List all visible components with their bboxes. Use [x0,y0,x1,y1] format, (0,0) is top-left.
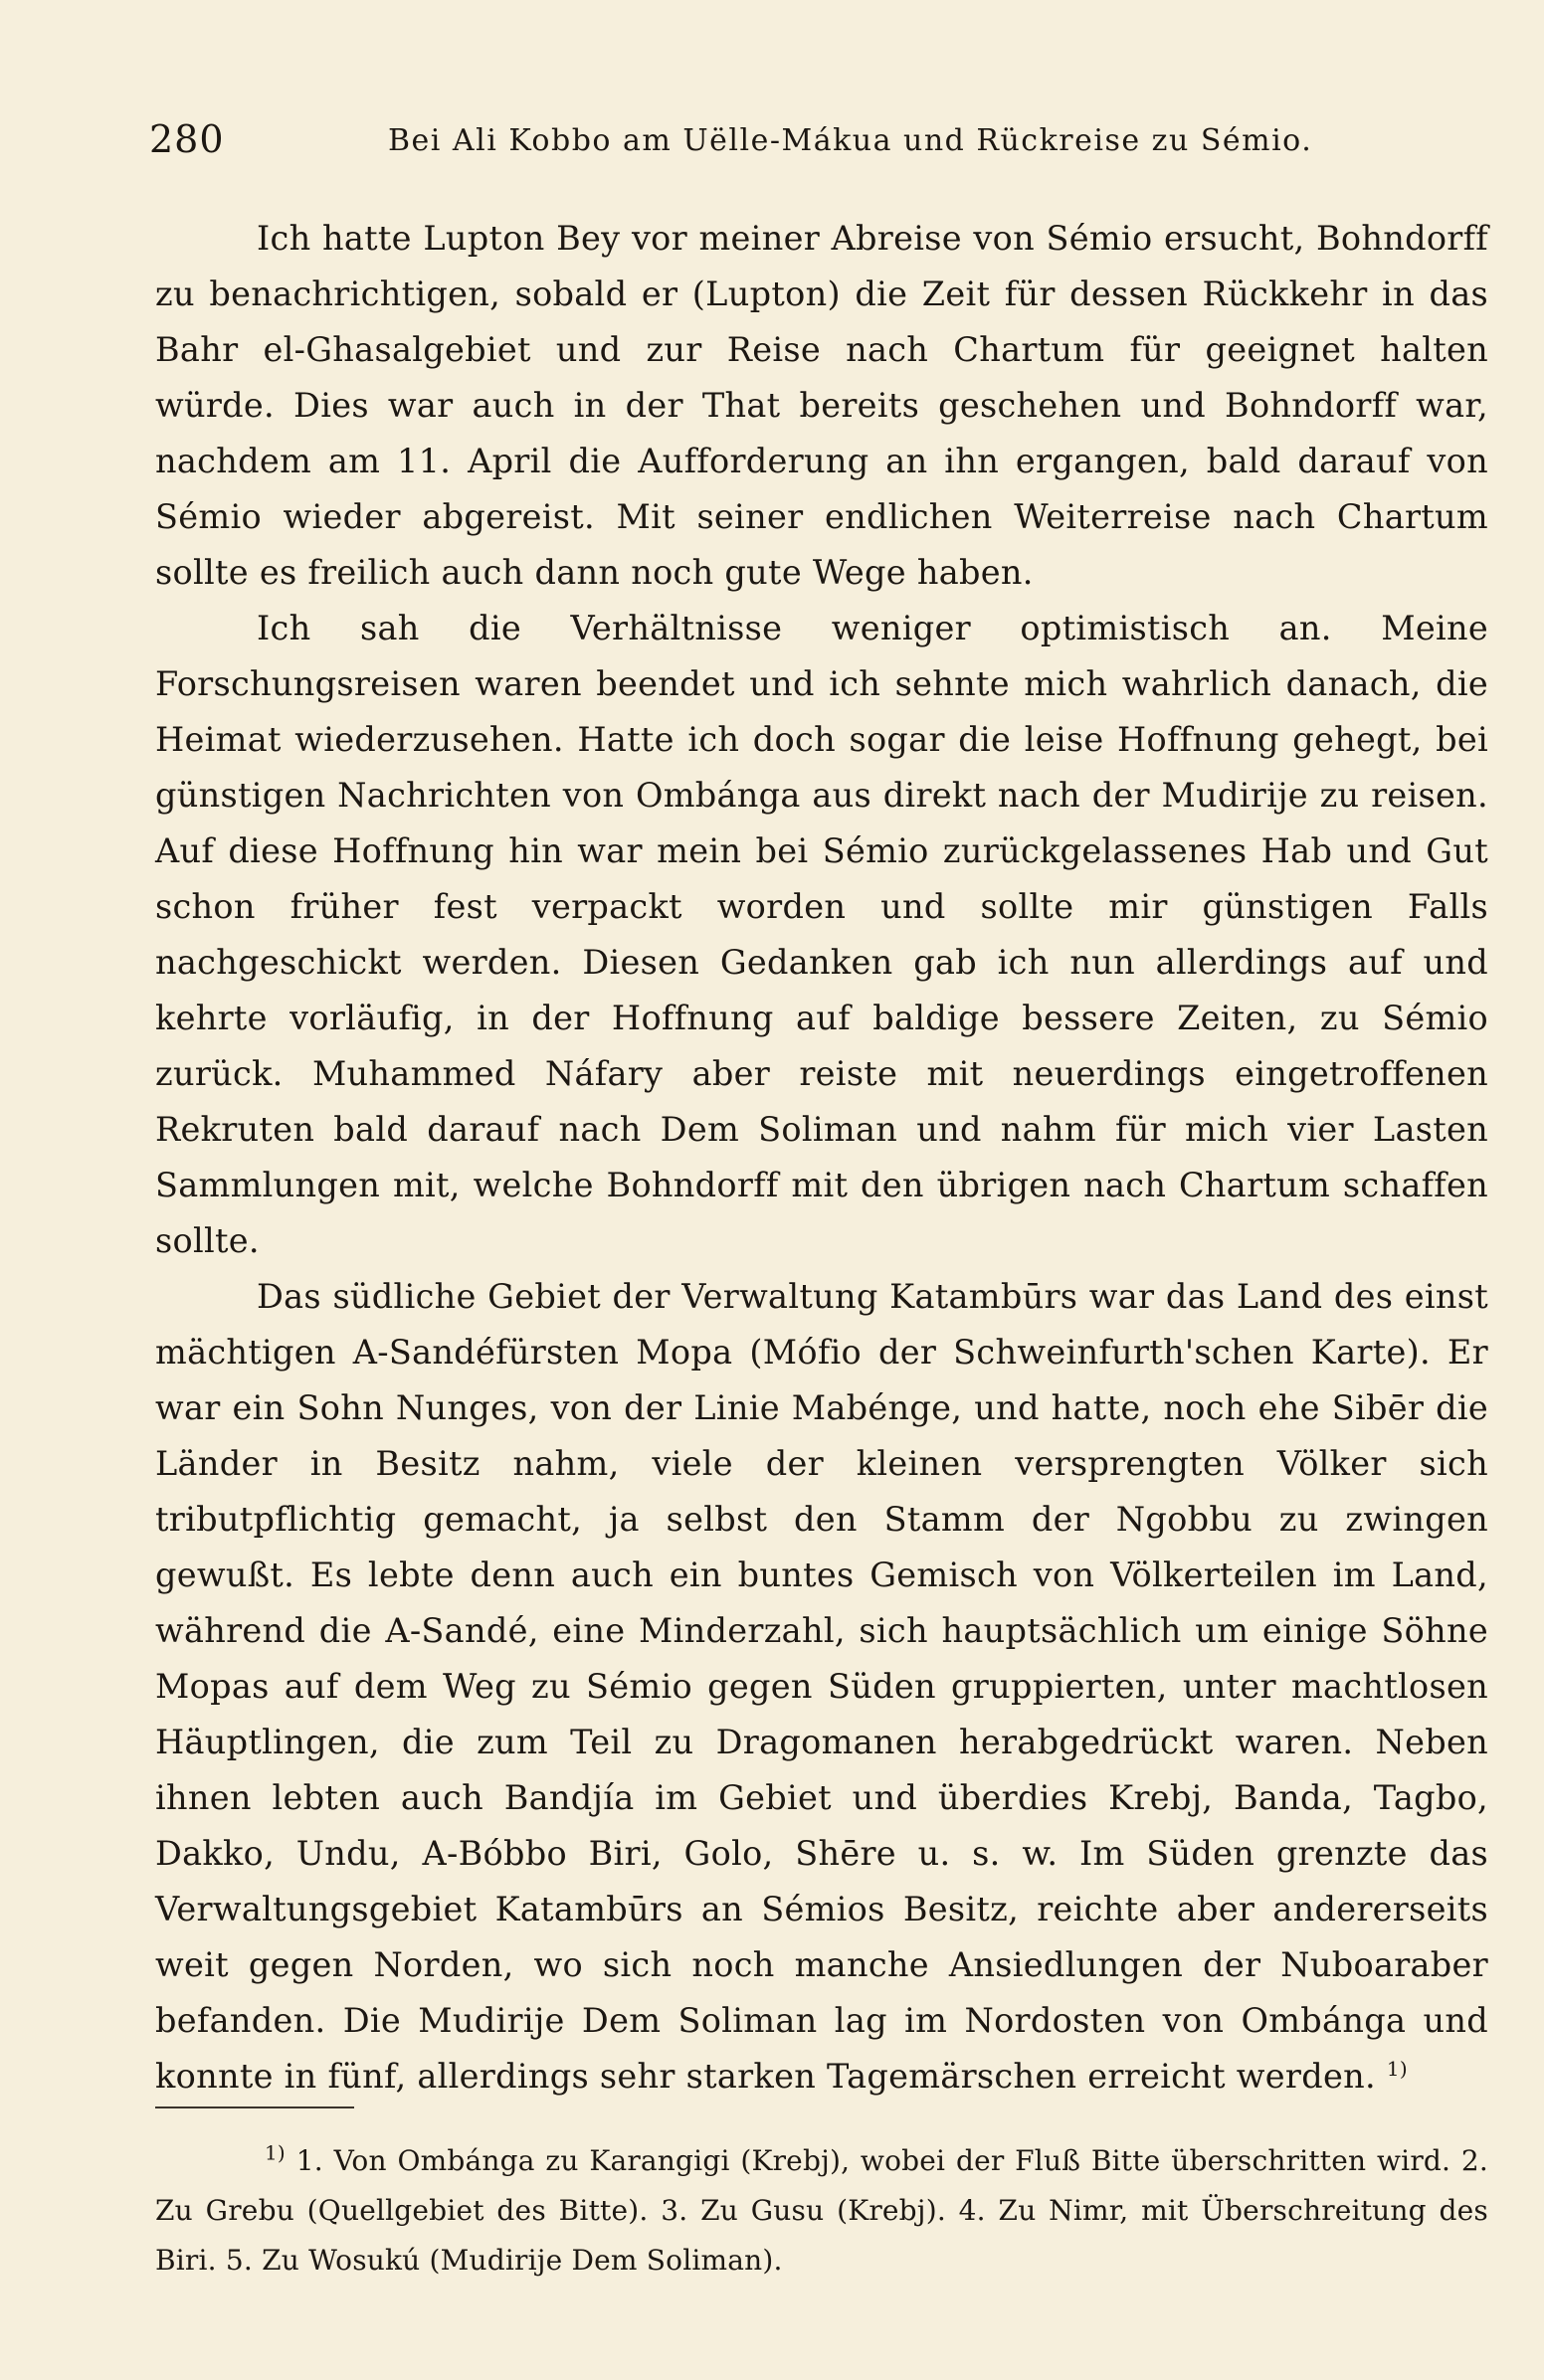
footnote [155,2136,1488,2286]
page-number: 280 [149,117,225,161]
paragraph [155,601,1488,1269]
paragraph-text: Ich sah die Verhältnisse weniger optimistisch an. Meine Forschungsreisen waren beendet und ich sehnte mich wahrlich danach, die Heimat wiederzusehen. Hatte ich doch sogar die leise Hoffnung gehegt, bei günstigen Nachrichten von Ombánga aus direkt nach der Mudirije zu reisen. Auf diese Hoffnung hin war mein bei Sémio zurückgelassenes Hab und Gut schon früher fest verpackt worden und sollte mir günstigen Falls nachgeschickt werden. Diesen Gedanken gab ich nun allerdings auf und kehrte vorläufig, in der Hoffnung auf baldige bessere Zeiten, zu Sémio zurück. Muhammed Náfary aber reiste mit neuerdings eingetroffenen Rekruten bald darauf nach Dem Soliman und nahm für mich vier Lasten Sammlungen mit, welche Bohndorff mit den übrigen nach Chartum schaffen sollte. [155,609,1488,1260]
footnote-text: 1. Von Ombánga zu Karangigi (Krebj), wobei der Fluß Bitte überschritten wird. 2. Zu Grebu (Quellgebiet des Bitte). 3. Zu Gusu (Krebj). 4. Zu Nimr, mit Überschreitung des Biri. 5. Zu Wosukú (Mudirije Dem Soliman). [155,2144,1488,2277]
running-title: Bei Ali Kobbo am Uëlle-Mákua und Rückreise zu Sémio. [388,123,1313,158]
paragraph [155,1269,1488,2105]
paragraph-text: Das südliche Gebiet der Verwaltung Katambūrs war das Land des einst mächtigen A-Sandéfürsten Mopa (Mófio der Schweinfurth'schen Karte). Er war ein Sohn Nunges, von der Linie Mabénge, und hatte, noch ehe Sibēr die Länder in Besitz nahm, viele der kleinen versprengten Völker sich tributpflichtig gemacht, ja selbst den Stamm der Ngobbu zu zwingen gewußt. Es lebte denn auch ein buntes Gemisch von Völkerteilen im Land, während die A-Sandé, eine Minderzahl, sich hauptsächlich um einige Söhne Mopas auf dem Weg zu Sémio gegen Süden gruppierten, unter machtlosen Häuptlingen, die zum Teil zu Dragomanen herabgedrückt waren. Neben ihnen lebten auch Bandjía im Gebiet und überdies Krebj, Banda, Tagbo, Dakko, Undu, A-Bóbbo Biri, Golo, Shēre u. s. w. Im Süden grenzte das Verwaltungsgebiet Katambūrs an Sémios Besitz, reichte aber andererseits weit gegen Norden, wo sich noch manche Ansiedlungen der Nuboaraber befanden. Die Mudirije Dem Soliman lag im Nordosten von Ombánga und konnte in fünf, allerdings sehr starken Tagemärschen erreicht werden. [155,1277,1488,2096]
footnote-separator [155,2106,354,2108]
footnote-marker: 1) [265,2140,286,2165]
main-text [155,211,1488,2105]
footnote-reference: 1) [1386,2056,1409,2081]
page-header [149,117,1408,177]
paragraph [155,211,1488,601]
paragraph-text: Ich hatte Lupton Bey vor meiner Abreise von Sémio ersucht, Bohndorff zu benachrichtigen, sobald er (Lupton) die Zeit für dessen Rückkehr in das Bahr el-Ghasalgebiet und zur Reise nach Chartum für geeignet halten würde. Dies war auch in der That bereits geschehen und Bohndorff war, nachdem am 11. April die Aufforderung an ihn ergangen, bald darauf von Sémio wieder abgereist. Mit seiner endlichen Weiterreise nach Chartum sollte es freilich auch dann noch gute Wege haben. [155,219,1488,592]
